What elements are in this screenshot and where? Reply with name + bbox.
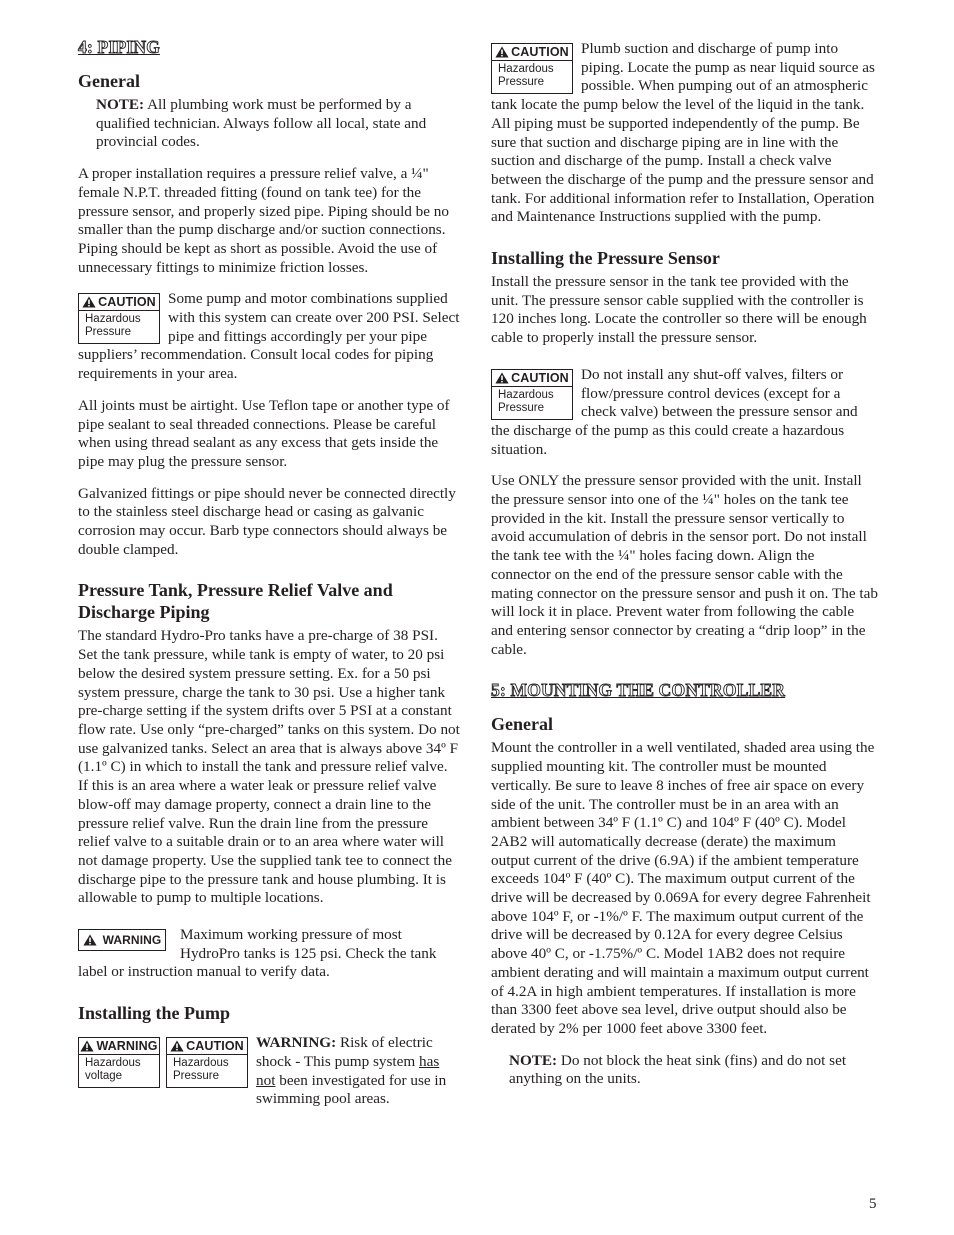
sensor-heading: Installing the Pressure Sensor: [491, 248, 720, 269]
pump-warning-text: [256, 1034, 446, 1107]
note-text: All plumbing work must be performed by a qualified technician. Always follow all local, state and provincial codes.: [96, 96, 427, 151]
warning-triangle-icon: [170, 1040, 184, 1052]
hazard-label: Hazardous voltage: [85, 1057, 141, 1083]
installation-paragraph: A proper installation requires a pressure relief valve, a ¼" female N.P.T. threaded fitting (found on tank tee) for the pressure sensor, and properly sized pipe. Piping should be no smaller than the pump discharge and/or suction connections. Piping should be kept as short as possible. Avoid the use of unnecessary fittings to minimize friction losses.: [78, 165, 449, 276]
note-text: Do not block the heat sink (fins) and do not set anything on the units.: [509, 1051, 847, 1088]
pump-heading: Installing the Pump: [78, 1003, 231, 1024]
caution-badge: [78, 293, 160, 344]
plumbing-note: [96, 96, 460, 152]
warning-tank-text: Maximum working pressure of most HydroPro tanks is 125 psi. Check the tank label or instruction manual to verify data.: [78, 926, 437, 981]
caution-label: CAUTION: [511, 44, 569, 59]
pump-badges: [78, 1037, 248, 1088]
section-title-mounting: 5: MOUNTING THE CONTROLLER: [491, 680, 786, 701]
general-heading: General: [78, 71, 140, 91]
warning-badge: [78, 929, 166, 951]
page-number: 5: [869, 1196, 877, 1212]
warning-triangle-icon: [495, 372, 509, 384]
heat-sink-note: [509, 1052, 878, 1089]
note-label: NOTE:: [509, 1051, 558, 1069]
sensor-only-paragraph: Use ONLY the pressure sensor provided with the unit. Install the pressure sensor into one of the ¼" holes on the tank tee provided in the kit. Install the pressure sensor vertically to avoid accumulation of debris in the sensor port. Do not install the tank tee with the ¼" holes facing down. Align the connector on the end of the pressure sensor cable with the mating connector on the pressure sensor and push it on. The tab will lock it in place. Prevent water from following the cable and entering sensor connector by creating a “drip loop” in the cable.: [491, 472, 878, 658]
warning-triangle-icon: [83, 934, 97, 946]
joints-paragraph: All joints must be airtight. Use Teflon tape or another type of pipe sealant to seal threaded connections. Please be careful when using thread sealant as any excess that gets inside the pipe may plug the pressure sensor.: [78, 396, 450, 470]
pump-warning-text-2: been investigated for use in swimming pool areas.: [256, 1071, 447, 1108]
hazard-label: Hazardous Pressure: [498, 63, 554, 88]
warning-triangle-icon: [80, 1040, 94, 1052]
warning-triangle-icon: [82, 296, 96, 308]
caution-pressure-block: [78, 290, 460, 384]
galvanized-paragraph: Galvanized fittings or pipe should never be connected directly to the stainless steel discharge head or casing as galvanic corrosion may occur. Barb type connectors should always be double clamped.: [78, 484, 456, 558]
pump-warning-text-1: Risk of electric shock - This pump system: [256, 1034, 433, 1070]
tank-paragraph: The standard Hydro-Pro tanks have a pre-charge of 38 PSI. Set the tank pressure, while tank is empty of water, to 20 psi below the desired system pressure setting. Ex. for a 50 psi system pressure, charge the tank to 30 psi. Use a higher tank pre-charge setting if the system drifts over 5 PSI at a constant flow rate. Use only “pre-charged” tanks on this system. Do not use galvanized tanks. Select an area that is always above 34º F (1.1º C) in which to install the tank and pressure relief valve. If this is an area where a water leak or pressure relief valve blow-off may damage property, connect a drain line to the pressure relief valve. Run the drain line from the pressure relief valve to a suitable drain or to an area where water will not damage property. Use the supplied tank tee to connect the discharge pipe to the pressure tank and house plumbing. It is allowable to pump to multiple locations.: [78, 627, 460, 907]
warning-header: [79, 1038, 159, 1055]
warning-voltage-badge: [78, 1037, 160, 1088]
caution-pressure-text: Some pump and motor combinations supplied with this system can create over 200 PSI. Select pipe and fittings accordingly per your pipe suppliers’ recommendation. Consult local codes for piping requirements in your area.: [78, 290, 460, 383]
caution-valves-text: Do not install any shut-off valves, filters or flow/pressure control devices (except for a check valve) between the pressure sensor and the discharge of the pump as this could create a hazardous situation.: [491, 365, 858, 458]
caution-suction-block: [491, 40, 878, 227]
left-column: [78, 36, 460, 1122]
note-label: NOTE:: [96, 96, 145, 113]
caution-label: CAUTION: [98, 294, 156, 309]
sensor-paragraph: Install the pressure sensor in the tank tee provided with the unit. The pressure sensor cable supplied with the controller is 120 inches long. Locate the controller so there will be enough cable to properly install the pressure sensor.: [491, 273, 867, 347]
caution-badge: [491, 43, 573, 94]
caution-suction-text: Plumb suction and discharge of pump into piping. Locate the pump as near liquid source as possible. When pumping out of an atmospheric tank locate the pump below the level of the liquid in the tank. All piping must be supported independently of the pump. Be sure that suction and discharge piping are in line with the suction and discharge of the pump. Install a check valve between the discharge of the pump and the pressure sensor and tank. For additional information refer to Installation, Operation and Maintenance Instructions supplied with the pump.: [491, 40, 875, 226]
warning-tank-block: [78, 926, 460, 982]
warning-label: WARNING: [96, 1038, 158, 1053]
caution-label: CAUTION: [511, 370, 569, 385]
pump-warning-block: [78, 1034, 460, 1109]
hazard-label: Hazardous Pressure: [173, 1057, 229, 1083]
pump-warning-label: WARNING:: [256, 1034, 337, 1052]
tank-heading: Pressure Tank, Pressure Relief Valve and Discharge Piping: [78, 580, 393, 623]
hazard-label: Hazardous Pressure: [85, 313, 141, 339]
caution-badge: [166, 1037, 248, 1088]
mounting-paragraph: Mount the controller in a well ventilated, shaded area using the supplied mounting kit. The controller must be mounted vertically. Be sure to leave 8 inches of free air space on every side of the unit. The controller must be in an area with an ambient between 34º F (1.1º C) and 104º F (40º C). Model 2AB2 will automatically decrease (derate) the maximum output current of the drive (6.9A) if the ambient temperature exceeds 104º F (40º C). The maximum output current of the drive will be decreased by 0.069A for every degree Fahrenheit above 104º F, or -1%/º F. The maximum output current of the drive will be decreased by 0.12A for every degree Celsius above 40º C, or -1.75%/º C. Model 1AB2 does not require ambient derating and will maintain a maximum output current of 4.2A in high ambient temperatures. If installation is more than 3300 feet above sea level, drive output should also be derated by 2% per 1000 feet above 3300 feet.: [491, 739, 875, 1037]
underlined-not: not: [256, 1071, 276, 1089]
section-title-piping: 4: PIPING: [78, 37, 161, 57]
hazard-label: Hazardous Pressure: [498, 388, 554, 414]
caution-header: [492, 44, 572, 61]
caution-badge: [491, 369, 573, 420]
caution-header: [492, 370, 572, 387]
warning-label: WARNING: [102, 932, 162, 947]
general-heading-mounting: General: [491, 714, 553, 735]
caution-label: CAUTION: [186, 1038, 244, 1053]
underlined-has: has: [418, 1052, 440, 1070]
warning-header: [79, 930, 165, 950]
caution-valves-block: [491, 366, 878, 460]
caution-header: [79, 294, 159, 311]
warning-triangle-icon: [495, 46, 509, 58]
right-column: [491, 36, 878, 1102]
caution-header: [167, 1038, 247, 1055]
